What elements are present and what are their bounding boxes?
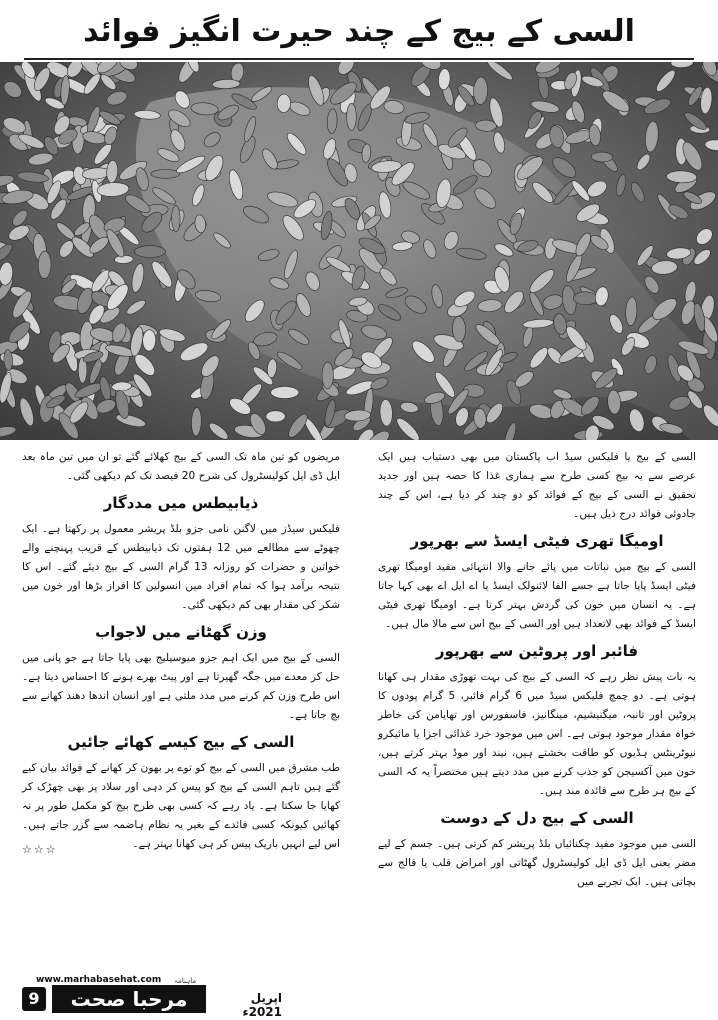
left-column [22,448,340,859]
flaxseed-photo [0,62,718,440]
page-number: 9 [22,987,46,1011]
seed-texture [151,170,180,179]
flaxseed-image [0,62,718,440]
title-rule [24,58,694,60]
magazine-tag: ماہنامہ [174,977,197,985]
heart-paragraph: السی میں موجود مفید چکنائیاں بلڈ پریشر کم کرتی ہیں۔ جسم کے لیے مضر یعنی ایل ڈی ایل کولیسٹرول گھٹاتی اور امراض قلب یا فالج سے بچاتی ہیں۔ ایک تجربے میں [378,838,696,888]
heading-diabetes: ذیابیطس میں مددگار [103,494,259,512]
seed-texture [347,103,357,130]
ldl-paragraph: مریضوں کو تین ماہ تک السی کے بیج کھلائے گئے تو ان میں تین ماہ بعد ایل ڈی ایل کولیسٹرول کی شرح 20 فیصد تک کم دیکھی گئی۔ [22,451,340,482]
heading-omega3: اومیگا تھری فیٹی ایسڈ سے بھرپور [410,532,664,550]
seed-texture [171,205,180,231]
heading-how-to-eat: السی کے بیج کیسے کھائے جائیں [67,733,295,751]
article-title: السی کے بیج کے چند حیرت انگیز فوائد [83,13,635,49]
seed-texture [322,362,333,389]
footer [22,975,282,1019]
magazine-logo: مرحبا صحت [52,985,206,1013]
omega3-paragraph: السی کے بیج میں نباتات میں پائے جانے والا انتہائی مفید اومیگا تھری فیٹی ایسڈ پایا جاتا ہے جسے الفا لائنولک ایسڈ یا اے ایل اے بھی کہا جاتا ہے۔ یہ انسان میں خون کی گردش بہتر کرتا ہے۔ اومیگا تھری فیٹی ایسڈ کے فوائد بھی لاتعداد ہیں اور السی کے بیج اس سے مالا مال ہیں۔ [378,561,696,630]
heading-heart: السی کے بیج دل کے دوست [440,809,634,827]
issue-date: اپریل 2021ء [242,991,282,1019]
fiber-paragraph: یہ بات پیش نظر رہے کہ السی کے بیج کی بہت تھوڑی مقدار ہی کھانا ہوتی ہے۔ دو چمچ فلیکس سیڈ میں 6 گرام فائبر، 5 گرام پودوں کا پروٹین اور تانبہ، میگنیشیم، مینگانیز، فاسفورس اور تھایامن کی خاطر خواہ مقدار موجود ہوتی ہے۔ اس میں موجود خرد غذائی اجزا یا مائیکرو نیوٹرینٹس ہڈیوں کو طاقت بخشتے ہیں، نیند اور موڈ بہتر کرتے ہیں، خون میں آکسیجن کو جذب کرنے میں مدد دیتے ہیں مختصراً یہ کہ السی کے بیج ہر طرح سے فائدہ مند ہیں۔ [378,671,696,797]
weight-paragraph: السی کے بیج میں ایک اہم جزو میوسیلیج بھی پایا جاتا ہے جو پانی میں حل کر معدے میں جگہ گھیرتا ہے اور پیٹ بھرے ہونے کا احساس دیتا ہے۔ اس طرح وزن کم کرنے میں مدد ملتی ہے اور انسان اندھا دھند کھانے سے بچ جاتا ہے۔ [22,652,340,721]
seed-texture [271,386,299,398]
how-to-eat-paragraph: طب مشرق میں السی کے بیج کو توے پر بھون کر کھانے کے فوائد بیان کیے گئے ہیں تاہم السی کے بیج کو پیس کر دہی اور سلاد پر بھی چھڑک کر کھایا جا سکتا ہے۔ یاد رہے کہ کسی بھی طرح بیج کو مکمل طور پر نہ کھائیں کیونکہ کسی فائدے کے بغیر یہ نظام ہاضمہ سے گزر جاتے ہیں۔ اس لیے انہیں باریک پیس کر ہی کھانا بہتر ہے۔ [22,762,340,850]
seed-texture [134,246,165,258]
seed-texture [266,411,285,422]
heading-weight-loss: وزن گھٹانے میں لاجواب [95,623,267,641]
seed-texture [38,251,51,279]
end-stars: ☆☆☆ [22,843,58,856]
seed-texture [573,292,598,305]
heading-fiber-protein: فائبر اور پروٹین سے بھرپور [435,642,639,660]
diabetes-paragraph: فلیکس سیڈز میں لاگنن نامی جزو بلڈ پریشر معمول پر رکھتا ہے۔ ایک چھوٹے سے مطالعے میں 12 ہفتوں تک ذیابیطس کے قریب پہنچنے والے خواتین و حضرات کو روزانہ 13 گرام السی کے بیج دیئے گئے۔ اس کا نتیجہ برآمد ہوا کہ تمام افراد میں انسولین کا افراز بڑھا اور خون میں شکر کی مقدار بھی کم دیکھی گئی۔ [22,523,340,611]
website-url[interactable]: www.marhabasehat.com [36,975,162,985]
intro-paragraph: السی کے بیج یا فلیکس سیڈ اب پاکستان میں بھی دستیاب ہیں ایک عرصے سے یہ بیج کسی طرح سے ہماری غذا کا حصہ ہیں اور جدید تحقیق نے السی کے بیج کے فوائد کو دو چند کر دیا ہے، اس کے چند جادوئی فوائد درج ذیل ہیں۔ [378,451,696,520]
right-column [378,448,696,896]
title-bar [0,0,718,62]
